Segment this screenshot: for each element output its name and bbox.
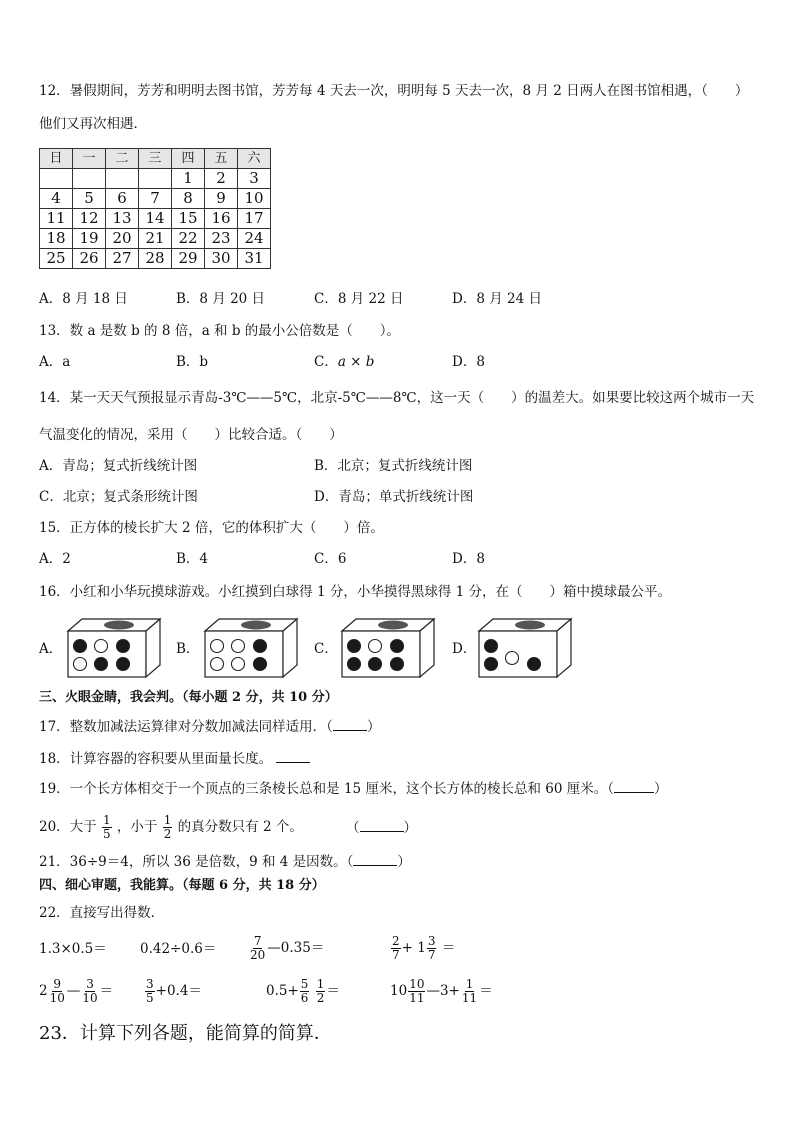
ball-box-a xyxy=(66,617,162,679)
numerator: 1 xyxy=(102,813,111,827)
q19-stem: 19．一个长方体相交于一个顶点的三条棱长总和是 15 厘米，这个长方体的棱长总和 60 厘米。（ xyxy=(39,781,614,797)
box-hole xyxy=(241,621,271,630)
fraction xyxy=(163,814,173,841)
calc-expr xyxy=(266,975,340,1007)
q15-option-a[interactable]: A．2 xyxy=(39,551,71,567)
calendar-cell: 22 xyxy=(172,229,205,249)
q18-stem: 18．计算容器的容积要从里面量长度。 xyxy=(39,751,273,767)
q14-option-d[interactable]: D．青岛；单式折线统计图 xyxy=(314,489,474,505)
calc-expr xyxy=(390,932,455,964)
black-ball xyxy=(348,658,361,671)
answer-blank[interactable] xyxy=(360,818,404,832)
calendar-cell: 5 xyxy=(73,189,106,209)
calendar-cell: 8 xyxy=(172,189,205,209)
q15-option-c[interactable]: C．6 xyxy=(314,551,347,567)
black-ball xyxy=(254,658,267,671)
denominator: 5 xyxy=(102,827,111,841)
denominator: 20 xyxy=(250,948,266,962)
q17-text xyxy=(39,717,380,736)
expr-rest: ＝ xyxy=(479,983,493,999)
white-ball xyxy=(232,640,245,653)
numerator: 5 xyxy=(300,977,309,991)
denominator: 10 xyxy=(49,991,65,1005)
calendar-cell: 18 xyxy=(40,229,73,249)
calendar-cell: 26 xyxy=(73,249,106,269)
q21-text xyxy=(39,852,411,871)
q20-text xyxy=(39,813,303,841)
calendar-cell: 16 xyxy=(205,209,238,229)
calendar-cell: 14 xyxy=(139,209,172,229)
calendar-cell: 13 xyxy=(106,209,139,229)
section3-title: 三、火眼金睛，我会判。（每小题 2 分，共 10 分） xyxy=(39,690,338,705)
denominator: 2 xyxy=(316,991,325,1005)
calendar-cell: 9 xyxy=(205,189,238,209)
numerator: 3 xyxy=(146,977,154,991)
q21-stem: 21．36÷9＝4，所以 36 是倍数，9 和 4 是因数。（ xyxy=(39,854,354,870)
q12-line2: 他们又再次相遇． xyxy=(39,116,147,132)
q13-option-c-math: a × b xyxy=(337,354,375,370)
fraction xyxy=(102,814,112,841)
q13-option-b[interactable]: B．b xyxy=(176,354,209,370)
calendar-cell: 2 xyxy=(205,169,238,189)
whole-part: 10 xyxy=(390,983,408,999)
box-hole xyxy=(378,621,408,630)
fraction xyxy=(49,978,66,1005)
q14-line2: 气温变化的情况，采用（ ）比较合适。（ ） xyxy=(39,427,343,443)
calc-expr xyxy=(248,932,324,964)
calendar-cell: 27 xyxy=(106,249,139,269)
q12-line1: 12．暑假期间，芳芳和明明去图书馆，芳芳每 4 天去一次，明明每 5 天去一次，8 月 2 日两人在图书馆相遇，（ ） xyxy=(39,83,749,99)
calendar-cell xyxy=(73,169,106,189)
q22-text: 22．直接写出得数． xyxy=(39,905,165,921)
calendar-cell: 6 xyxy=(106,189,139,209)
calendar-cell: 19 xyxy=(73,229,106,249)
black-ball xyxy=(528,658,541,671)
white-ball xyxy=(211,640,224,653)
q18-text xyxy=(39,749,310,768)
black-ball xyxy=(485,640,498,653)
denominator: 2 xyxy=(163,827,172,841)
calendar-cell: 30 xyxy=(205,249,238,269)
calendar-cell: 15 xyxy=(172,209,205,229)
numerator: 10 xyxy=(409,977,425,991)
box-hole xyxy=(515,621,545,630)
calendar-header-cell: 一 xyxy=(73,149,106,169)
section4-title: 四、细心审题，我能算。（每题 6 分，共 18 分） xyxy=(39,878,325,893)
q15-text: 15．正方体的棱长扩大 2 倍，它的体积扩大（ ）倍。 xyxy=(39,520,384,536)
denominator: 5 xyxy=(146,991,154,1005)
q13-option-d[interactable]: D．8 xyxy=(452,354,485,370)
fraction xyxy=(427,935,437,962)
calc-expr xyxy=(144,975,202,1007)
q20-paren-open: （ xyxy=(346,820,360,836)
calendar-cell: 20 xyxy=(106,229,139,249)
calendar-cell: 4 xyxy=(40,189,73,209)
calendar-cell: 17 xyxy=(238,209,271,229)
calendar-cell: 3 xyxy=(238,169,271,189)
calendar-cell: 1 xyxy=(172,169,205,189)
q16-label-a[interactable]: A． xyxy=(39,641,63,657)
white-ball xyxy=(506,652,519,665)
denominator: 7 xyxy=(427,948,436,962)
calendar-cell xyxy=(106,169,139,189)
calendar-header-cell: 二 xyxy=(106,149,139,169)
white-ball xyxy=(74,658,87,671)
white-ball xyxy=(95,640,108,653)
q16-text: 16．小红和小华玩摸球游戏。小红摸到白球得 1 分，小华摸得黑球得 1 分，在（ ）箱中摸球最公平。 xyxy=(39,584,672,600)
q23-text: 23．计算下列各题，能简算的简算． xyxy=(39,1023,332,1044)
denominator: 6 xyxy=(300,991,309,1005)
denominator: 11 xyxy=(461,991,478,1005)
q17-paren-close: ） xyxy=(366,719,381,735)
fraction xyxy=(391,935,401,962)
calendar-header-cell: 五 xyxy=(205,149,238,169)
fraction xyxy=(316,978,326,1005)
calendar-cell xyxy=(139,169,172,189)
calendar-header-cell: 六 xyxy=(238,149,271,169)
calendar-cell: 29 xyxy=(172,249,205,269)
q12-option-a[interactable]: A．8 月 18 日 xyxy=(39,291,128,307)
q12-option-d[interactable]: D．8 月 24 日 xyxy=(452,291,542,307)
denominator: 7 xyxy=(392,948,400,962)
calc-expr: 1.3×0.5＝ xyxy=(39,941,107,957)
q20-stem-a: 20．大于 xyxy=(39,819,97,835)
calc-expr: 0.42÷0.6＝ xyxy=(140,941,217,957)
ball-box-d xyxy=(477,617,573,679)
expr-rest: —0.35＝ xyxy=(267,940,325,956)
expr-rest: ＝ xyxy=(99,983,114,999)
calendar-cell: 24 xyxy=(238,229,271,249)
q12-option-b[interactable]: B．8 月 20 日 xyxy=(176,291,266,307)
q14-option-c[interactable]: C．北京；复式条形统计图 xyxy=(39,489,198,505)
calendar-cell: 11 xyxy=(40,209,73,229)
numerator: 7 xyxy=(253,934,262,948)
black-ball xyxy=(254,640,267,653)
calendar-cell: 25 xyxy=(40,249,73,269)
q15-option-b[interactable]: B．4 xyxy=(176,551,209,567)
q12-option-c[interactable]: C．8 月 22 日 xyxy=(314,291,404,307)
calc-expr xyxy=(39,975,113,1007)
fraction xyxy=(461,978,478,1005)
numerator: 1 xyxy=(163,813,172,827)
q20-stem-b: ，小于 xyxy=(116,819,158,835)
q14-option-a[interactable]: A．青岛；复式折线统计图 xyxy=(39,458,198,474)
answer-blank[interactable] xyxy=(614,779,654,793)
calendar-cell: 7 xyxy=(139,189,172,209)
calendar-cell xyxy=(40,169,73,189)
fraction xyxy=(408,978,425,1005)
answer-blank[interactable] xyxy=(353,852,397,866)
q16-label-c[interactable]: C． xyxy=(314,641,338,657)
fraction xyxy=(81,978,98,1005)
q13-text: 13．数 a 是数 b 的 8 倍，a 和 b 的最小公倍数是（ ）。 xyxy=(39,323,401,339)
q13-option-c[interactable] xyxy=(314,353,374,371)
calendar-cell: 10 xyxy=(238,189,271,209)
box-hole xyxy=(104,621,134,630)
black-ball xyxy=(391,658,404,671)
expr-rest: +0.4＝ xyxy=(155,983,202,999)
expr-pre: 0.5+ xyxy=(266,983,299,999)
numerator: 3 xyxy=(86,977,94,991)
denominator: 10 xyxy=(82,991,98,1005)
fraction xyxy=(249,935,266,962)
q14-option-b[interactable]: B．北京；复式折线统计图 xyxy=(314,458,473,474)
black-ball xyxy=(117,658,130,671)
numerator: 1 xyxy=(465,977,474,991)
q21-paren-close: ） xyxy=(397,854,411,870)
q16-label-b[interactable]: B． xyxy=(176,641,200,657)
denominator: 11 xyxy=(409,991,425,1005)
numerator: 9 xyxy=(53,977,62,991)
calendar-cell: 23 xyxy=(205,229,238,249)
q16-label-d[interactable]: D． xyxy=(452,641,477,657)
calendar-cell: 31 xyxy=(238,249,271,269)
black-ball xyxy=(391,640,404,653)
black-ball xyxy=(117,640,130,653)
whole-part: 2 xyxy=(39,983,48,999)
fraction xyxy=(300,978,310,1005)
q20-paren-close: ） xyxy=(403,820,417,836)
calendar-cell: 28 xyxy=(139,249,172,269)
calc-expr xyxy=(390,975,493,1007)
black-ball xyxy=(95,658,108,671)
q19-paren-close: ） xyxy=(653,781,668,797)
q13-option-a[interactable]: A．a xyxy=(39,354,71,370)
ball-box-b xyxy=(203,617,299,679)
fraction xyxy=(145,978,155,1005)
calendar-cell: 12 xyxy=(73,209,106,229)
calendar-cell: 21 xyxy=(139,229,172,249)
q17-stem: 17．整数加减法运算律对分数加减法同样适用．（ xyxy=(39,719,333,735)
white-ball xyxy=(211,658,224,671)
answer-blank[interactable] xyxy=(276,749,310,763)
q20-answer xyxy=(346,818,417,837)
black-ball xyxy=(369,658,382,671)
expr-mid: —3+ xyxy=(426,983,460,999)
q15-option-d[interactable]: D．8 xyxy=(452,551,485,567)
black-ball xyxy=(74,640,87,653)
black-ball xyxy=(485,658,498,671)
numerator: 3 xyxy=(427,934,436,948)
q13-option-c-label: C． xyxy=(314,354,338,370)
q19-text xyxy=(39,779,667,798)
q20-stem-c: 的真分数只有 2 个。 xyxy=(177,819,303,835)
numerator: 1 xyxy=(316,977,325,991)
numerator: 2 xyxy=(392,934,400,948)
white-ball xyxy=(369,640,382,653)
ball-box-c xyxy=(340,617,436,679)
expr-mid: + 1 xyxy=(401,940,426,956)
expr-mid xyxy=(310,983,314,999)
calendar-table xyxy=(39,148,271,269)
black-ball xyxy=(348,640,361,653)
calendar-header-cell: 三 xyxy=(139,149,172,169)
answer-blank[interactable] xyxy=(333,717,367,731)
calendar-header-cell: 日 xyxy=(40,149,73,169)
expr-rest: ＝ xyxy=(437,940,456,956)
expr-rest: ＝ xyxy=(326,983,340,999)
calendar-header-cell: 四 xyxy=(172,149,205,169)
white-ball xyxy=(232,658,245,671)
expr-mid: — xyxy=(66,983,81,999)
q14-line1: 14．某一天天气预报显示青岛-3℃——5℃，北京-5℃——8℃，这一天（ ）的温差大。如果要比较这两个城市一天 xyxy=(39,390,755,406)
